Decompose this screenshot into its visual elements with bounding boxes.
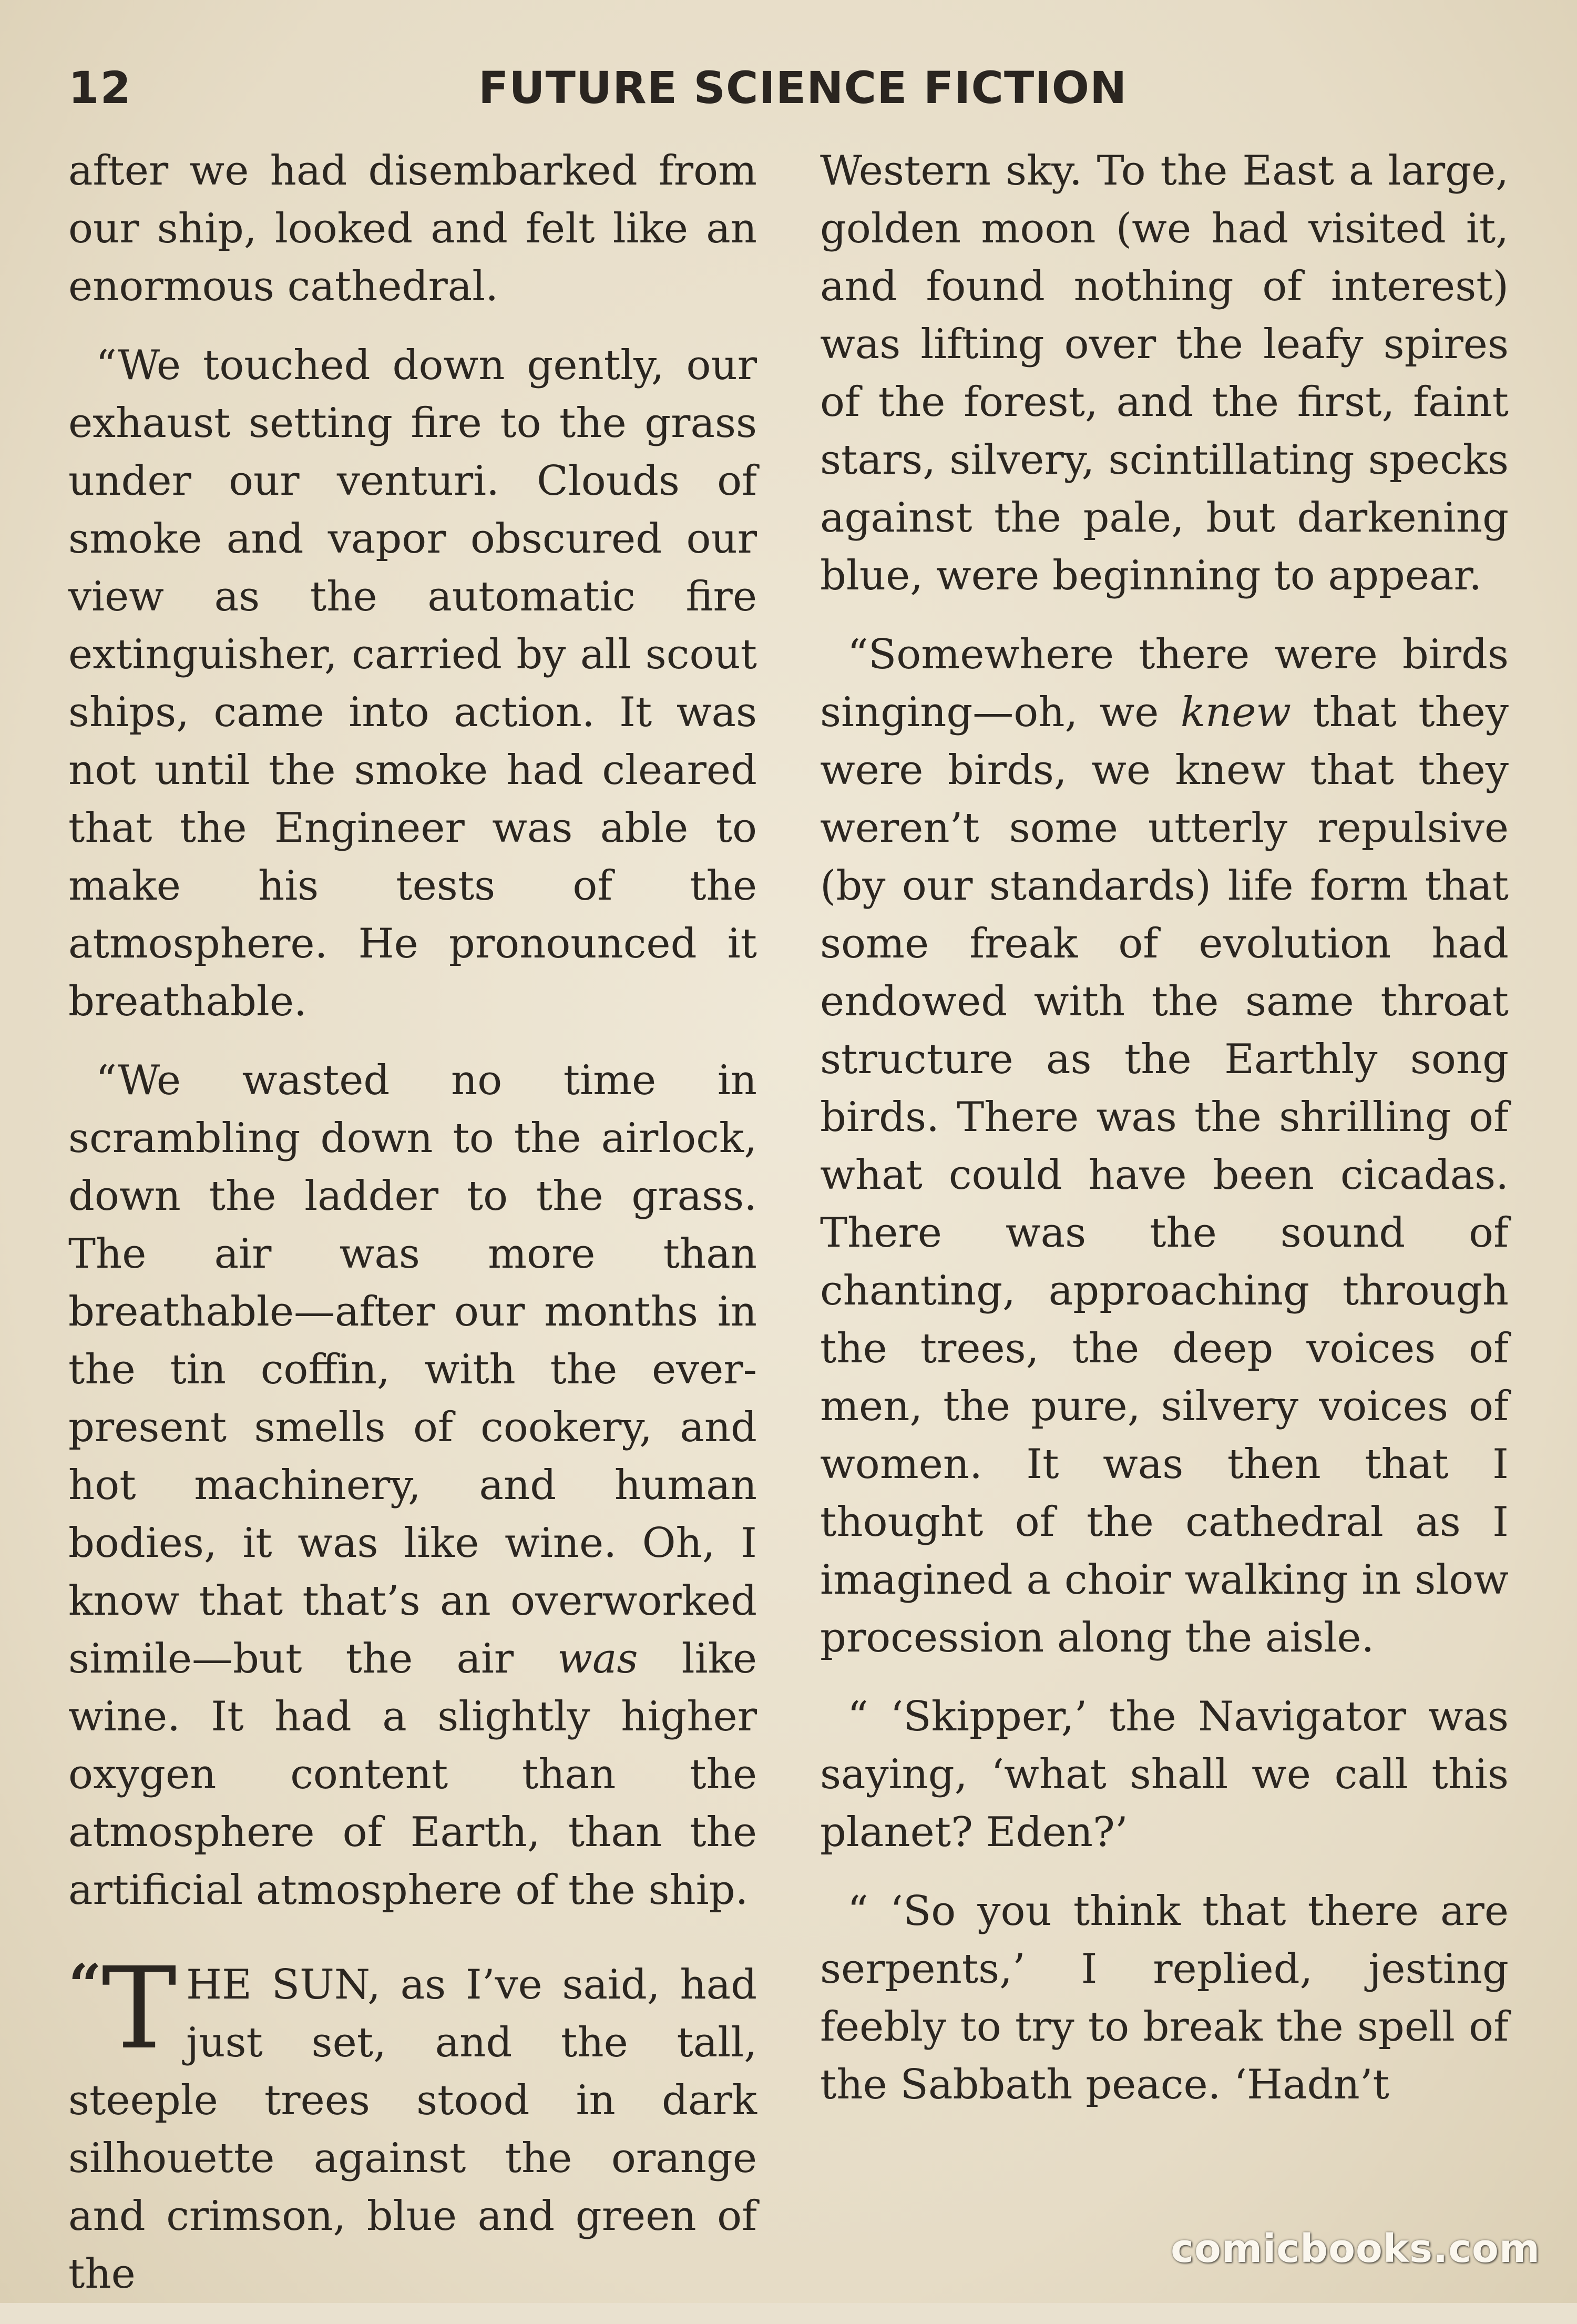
- paragraph-text: “Somewhere there were birds singing—oh, we: [820, 631, 1509, 736]
- paragraph: “ ‘Skipper,’ the Navigator was saying, ‘what shall we call this planet? Eden?’: [820, 1693, 1509, 1856]
- paragraph-text: that they were birds, we knew that they weren’t some utterly repulsive (by our standards) life form that some freak of evolution had endowed with the same throat structure as the Earthly song birds. There was the shrilling of what could have been cicadas. There was the sound of chanting, approaching through the trees, the deep voices of men, the pure, silvery voices of women. It was then that I thought of the cathedral as I imagined a choir walking in slow procession along the aisle.: [820, 689, 1509, 1662]
- right-column: [820, 142, 1509, 2135]
- paragraph-text: like wine. It had a slightly higher oxygen content than the atmosphere of Earth, than the artificial atmosphere of the ship.: [68, 1635, 757, 1914]
- paragraph: [68, 1052, 757, 1919]
- page-header: [68, 62, 1509, 120]
- paragraph-text: HE SUN, as I’ve said, had just set, and the tall, steeple trees stood in dark silhouette against the orange and crimson, blue and green of the: [68, 1961, 757, 2298]
- drop-cap: [68, 1943, 177, 2074]
- paragraph: “We touched down gently, our exhaust setting fire to the grass under our venturi. Clouds of smoke and vapor obscured our view as the automatic fire extinguisher, carried by all scout ships, came into action. It was not until the smoke had cleared that the Engineer was able to make his tests of the atmosphere. He pronounced it breathable.: [68, 342, 757, 1025]
- drop-cap-quote: “: [68, 1951, 102, 2019]
- drop-cap-paragraph: [68, 1943, 757, 2303]
- emphasis: was: [557, 1635, 638, 1683]
- paragraph: “ ‘So you think that there are serpents,’ I replied, jesting feebly to try to break the spell of the Sabbath peace. ‘Hadn’t: [820, 1888, 1509, 2108]
- left-column: [68, 142, 757, 2324]
- watermark: comicbooks.com: [1171, 2226, 1540, 2271]
- paragraph: after we had disembarked from our ship, looked and felt like an enormous cathedral.: [68, 147, 757, 310]
- drop-cap-letter: T: [101, 1943, 177, 2074]
- paragraph: Western sky. To the East a large, golden moon (we had visited it, and found nothing of interest) was lifting over the leafy spires of the forest, and the first, faint stars, silvery, scintillating specks against the pale, but darkening blue, were beginning to appear.: [820, 147, 1509, 599]
- paragraph: [820, 626, 1509, 1667]
- paragraph-text: “We wasted no time in scrambling down to the airlock, down the ladder to the grass. The air was more than breathable—after our months in the tin coffin, with the ever-present smells of cookery, and hot machinery, and human bodies, it was like wine. Oh, I know that that’s an overworked simile—but the air: [68, 1057, 757, 1683]
- running-title: FUTURE SCIENCE FICTION: [478, 62, 1128, 114]
- emphasis: knew: [1180, 689, 1292, 736]
- page-number: 12: [68, 62, 132, 114]
